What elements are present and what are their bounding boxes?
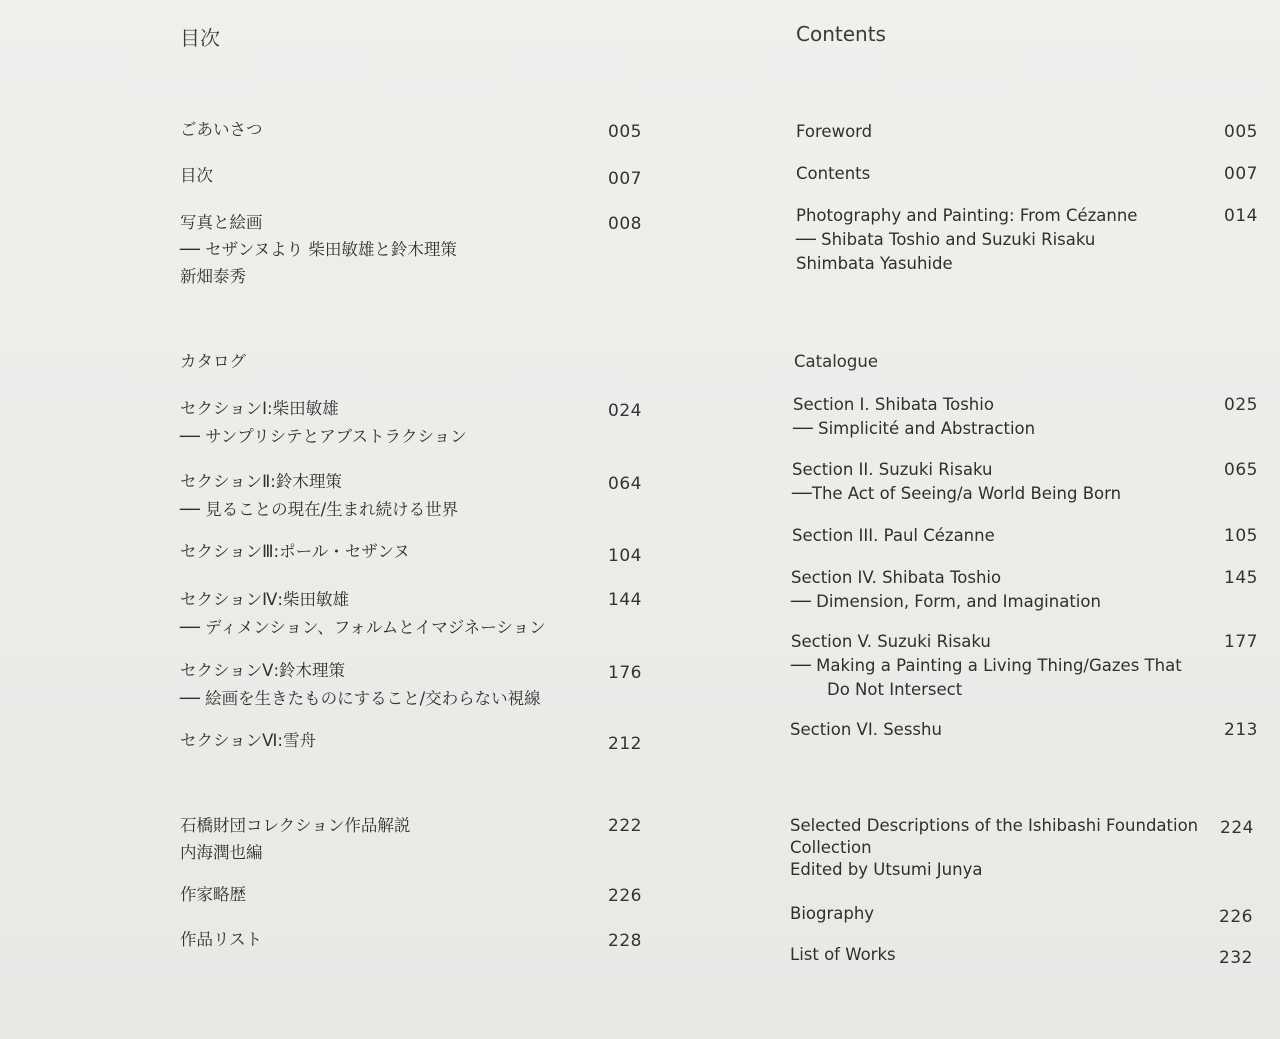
entry-author: 新畑泰秀 [180, 267, 246, 286]
entry-title: セクションⅢ:ポール・セザンヌ [180, 542, 410, 561]
entry-title: セクションⅣ:柴田敏雄 [180, 590, 349, 609]
page-number: 213 [1224, 720, 1258, 740]
entry-subtitle: ── サンプリシテとアブストラクション [180, 427, 467, 446]
toc-entry [790, 902, 1258, 926]
entry-subtitle: ── Shibata Toshio and Suzuki Risaku [796, 230, 1096, 249]
entry-title: Photography and Painting: From Cézanne [796, 206, 1138, 225]
toc-entry [180, 928, 642, 952]
toc-entry [180, 395, 642, 451]
toc-entry [180, 164, 642, 188]
page-number: 014 [1224, 206, 1258, 226]
toc-entry [790, 718, 1258, 742]
entry-subtitle: ── 見ることの現在/生まれ続ける世界 [180, 500, 459, 519]
page-number: 007 [1224, 164, 1258, 184]
toc-entry [180, 812, 642, 866]
toc-entry [793, 393, 1258, 441]
entry-subtitle: ──The Act of Seeing/a World Being Born [792, 484, 1122, 503]
page-number: 008 [608, 214, 642, 234]
page-number: 105 [1224, 526, 1258, 546]
entry-title-continued: Collection [790, 838, 872, 857]
entry-title: ごあいさつ [180, 120, 263, 139]
toc-entry [792, 458, 1258, 506]
entry-title: Foreword [796, 122, 873, 141]
entry-title: 作家略歴 [180, 885, 246, 904]
page-number: 145 [1224, 568, 1258, 588]
entry-title: Selected Descriptions of the Ishibashi Foundation [790, 816, 1199, 835]
entry-subtitle: ── Dimension, Form, and Imagination [791, 592, 1101, 611]
page-number: 144 [608, 590, 642, 610]
entry-title: Section IV. Shibata Toshio [791, 568, 1002, 587]
entry-title: Section V. Suzuki Risaku [791, 632, 991, 651]
page-number: 226 [608, 886, 642, 906]
toc-entry [180, 657, 642, 713]
entry-subtitle: ── Making a Painting a Living Thing/Gazes That [791, 656, 1182, 675]
entry-title: Section VI. Sesshu [790, 720, 942, 739]
toc-entry [790, 943, 1258, 967]
page-number: 177 [1224, 632, 1258, 652]
toc-entry [796, 204, 1258, 276]
entry-title: Section II. Suzuki Risaku [792, 460, 993, 479]
entry-subtitle: ── セザンヌより 柴田敏雄と鈴木理策 [180, 240, 457, 259]
entry-title: 石橋財団コレクション作品解説 [180, 816, 411, 835]
entry-title: 作品リスト [180, 930, 263, 949]
catalogue-label-en: Catalogue [794, 352, 878, 371]
entry-subtitle: ── Simplicité and Abstraction [793, 419, 1036, 438]
page-number: 024 [608, 401, 642, 421]
toc-entry [796, 120, 1258, 144]
entry-title: Section I. Shibata Toshio [793, 395, 994, 414]
toc-entry [791, 566, 1258, 614]
toc-entry [180, 586, 642, 642]
page-number: 065 [1224, 460, 1258, 480]
toc-entry [796, 162, 1258, 186]
page-number: 064 [608, 474, 642, 494]
entry-title: Biography [790, 904, 875, 923]
toc-heading-ja: 目次 [180, 26, 220, 50]
catalogue-label-ja: カタログ [180, 352, 246, 371]
entry-title: Section III. Paul Cézanne [792, 526, 995, 545]
entry-subtitle: ── 絵画を生きたものにすること/交わらない視線 [180, 689, 541, 708]
page-number: 224 [1220, 818, 1254, 838]
toc-entry [180, 540, 642, 564]
toc-heading-en: Contents [796, 22, 886, 46]
entry-editor: Edited by Utsumi Junya [790, 860, 983, 879]
page-number: 222 [608, 816, 642, 836]
page-number: 007 [608, 169, 642, 189]
page-number: 005 [608, 122, 642, 142]
page-number: 232 [1219, 948, 1253, 968]
toc-entry [180, 209, 642, 290]
page-number: 228 [608, 931, 642, 951]
toc-entry [790, 815, 1258, 881]
entry-subtitle: ── ディメンション、フォルムとイマジネーション [180, 618, 546, 637]
entry-title: セクションⅥ:雪舟 [180, 731, 316, 750]
toc-entry [180, 118, 642, 142]
entry-title: Contents [796, 164, 871, 183]
page-number: 212 [608, 734, 642, 754]
page-number: 176 [608, 663, 642, 683]
entry-title: セクションⅤ:鈴木理策 [180, 661, 346, 680]
page-number: 025 [1224, 395, 1258, 415]
page-number: 104 [608, 546, 642, 566]
entry-editor: 内海潤也編 [180, 843, 263, 862]
entry-title: 目次 [180, 166, 213, 185]
toc-entry [180, 729, 642, 753]
toc-entry [792, 524, 1258, 548]
entry-author: Shimbata Yasuhide [796, 254, 953, 273]
page-number: 005 [1224, 122, 1258, 142]
entry-title: 写真と絵画 [180, 213, 263, 232]
entry-subtitle-continued: Do Not Intersect [827, 680, 963, 699]
entry-title: セクションⅠ:柴田敏雄 [180, 399, 339, 418]
entry-title: セクションⅡ:鈴木理策 [180, 472, 342, 491]
page-number: 226 [1219, 907, 1253, 927]
entry-title: List of Works [790, 945, 896, 964]
toc-entry [791, 630, 1258, 702]
toc-entry [180, 468, 642, 524]
toc-entry [180, 883, 642, 907]
